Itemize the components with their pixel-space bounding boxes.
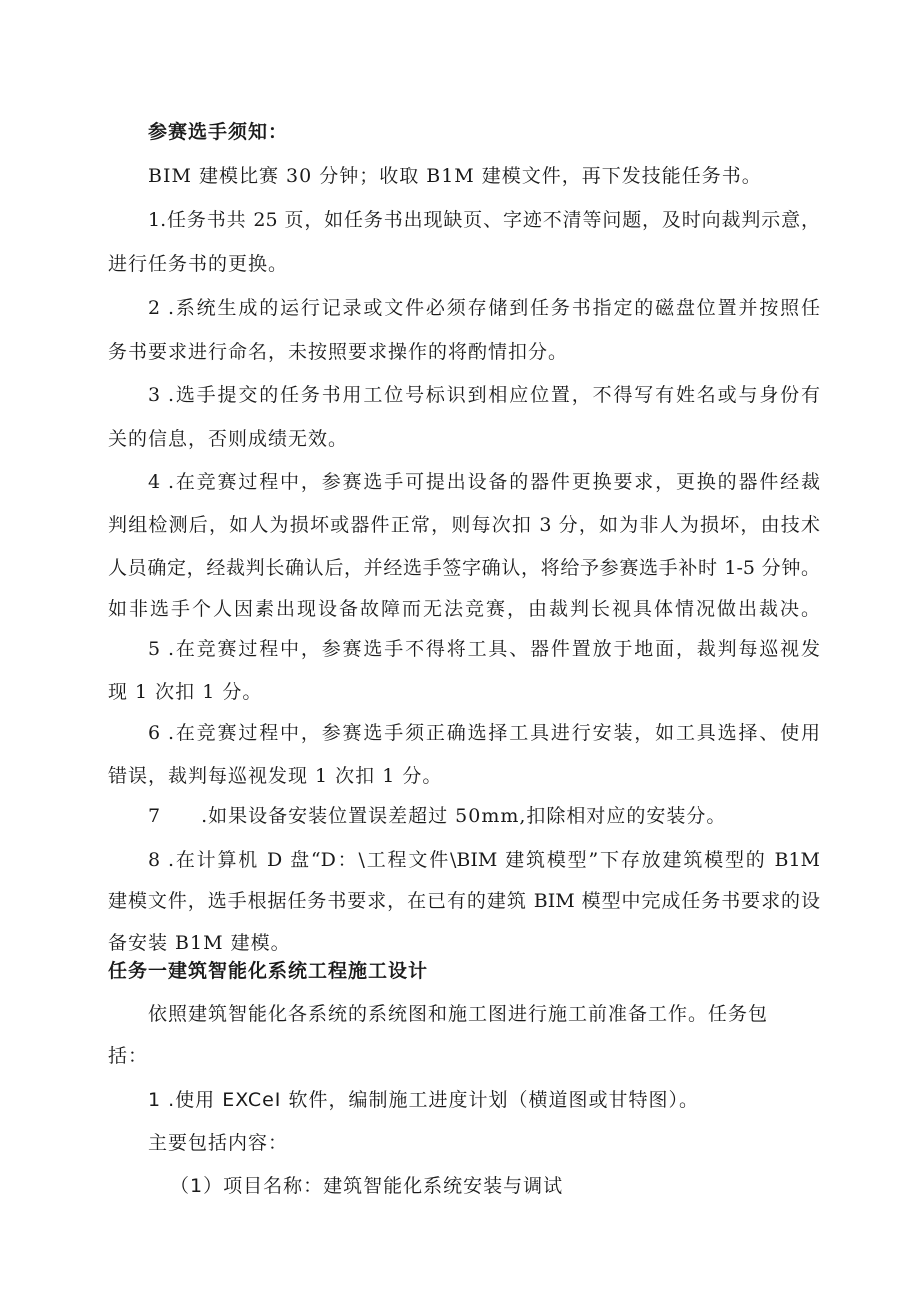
notice-item-5-line-1: 5 .在竞赛过程中，参赛选手不得将工具、器件置放于地面，裁判每巡视发 <box>148 638 820 660</box>
notice-item-2-line-2: 务书要求进行命名，未按照要求操作的将酌情扣分。 <box>108 341 569 363</box>
task1-sub-item-1: （1）项目名称：建筑智能化系统安装与调试 <box>170 1175 564 1197</box>
task1-intro-line-1: 依照建筑智能化各系统的系统图和施工图进行施工前准备工作。任务包 <box>148 1003 769 1025</box>
notice-item-4-line-2: 判组检测后，如人为损坏或器件正常，则每次扣 3 分，如为非人为损坏，由技术 <box>108 514 820 536</box>
task1-intro-line-2: 括： <box>108 1045 149 1067</box>
notice-item-6-line-1: 6 .在竞赛过程中，参赛选手须正确选择工具进行安装，如工具选择、使用 <box>148 722 820 744</box>
notice-item-4-line-4: 如非选手个人因素出现设备故障而无法竞赛，由裁判长视具体情况做出裁决。 <box>108 598 820 620</box>
notice-item-3-line-2: 关的信息，否则成绩无效。 <box>108 428 349 450</box>
task1-item-1: 1 .使用 EXCeI 软件，编制施工进度计划（横道图或甘特图）。 <box>148 1089 699 1111</box>
notice-item-7: 7 .如果设备安装位置误差超过 50mm,扣除相对应的安装分。 <box>148 805 727 827</box>
notice-item-4-line-1: 4 .在竞赛过程中，参赛选手可提出设备的器件更换要求，更换的器件经裁 <box>148 471 820 493</box>
notice-item-6-line-2: 错误，裁判每巡视发现 1 次扣 1 分。 <box>108 765 443 787</box>
notice-item-8-line-3: 备安装 B1M 建模。 <box>108 932 291 954</box>
notice-item-4-line-3: 人员确定，经裁判长确认后，并经选手签字确认，将给予参赛选手补时 1-5 分钟。 <box>108 557 820 579</box>
notice-item-2-line-1: 2 .系统生成的运行记录或文件必须存储到任务书指定的磁盘位置并按照任 <box>148 297 820 319</box>
notice-item-1-line-1: 1.任务书共 25 页，如任务书出现缺页、字迹不清等问题，及时向裁判示意， <box>148 209 820 231</box>
notice-item-3-line-1: 3 .选手提交的任务书用工位号标识到相应位置，不得写有姓名或与身份有 <box>148 384 820 406</box>
notice-item-5-line-2: 现 1 次扣 1 分。 <box>108 681 263 703</box>
notice-item-1-line-2: 进行任务书的更换。 <box>108 253 289 275</box>
task1-heading: 任务一建筑智能化系统工程施工设计 <box>108 960 429 982</box>
task1-contents-label: 主要包括内容： <box>148 1132 289 1154</box>
notice-intro: BIM 建模比赛 30 分钟；收取 B1M 建模文件，再下发技能任务书。 <box>148 165 762 187</box>
notice-item-8-line-1: 8 .在计算机 D 盘“D：\工程文件\BIM 建筑模型”下存放建筑模型的 B1M <box>148 849 820 871</box>
notice-title: 参赛选手须知： <box>148 121 289 143</box>
notice-item-8-line-2: 建模文件，选手根据任务书要求，在已有的建筑 BIM 模型中完成任务书要求的设 <box>108 890 820 912</box>
